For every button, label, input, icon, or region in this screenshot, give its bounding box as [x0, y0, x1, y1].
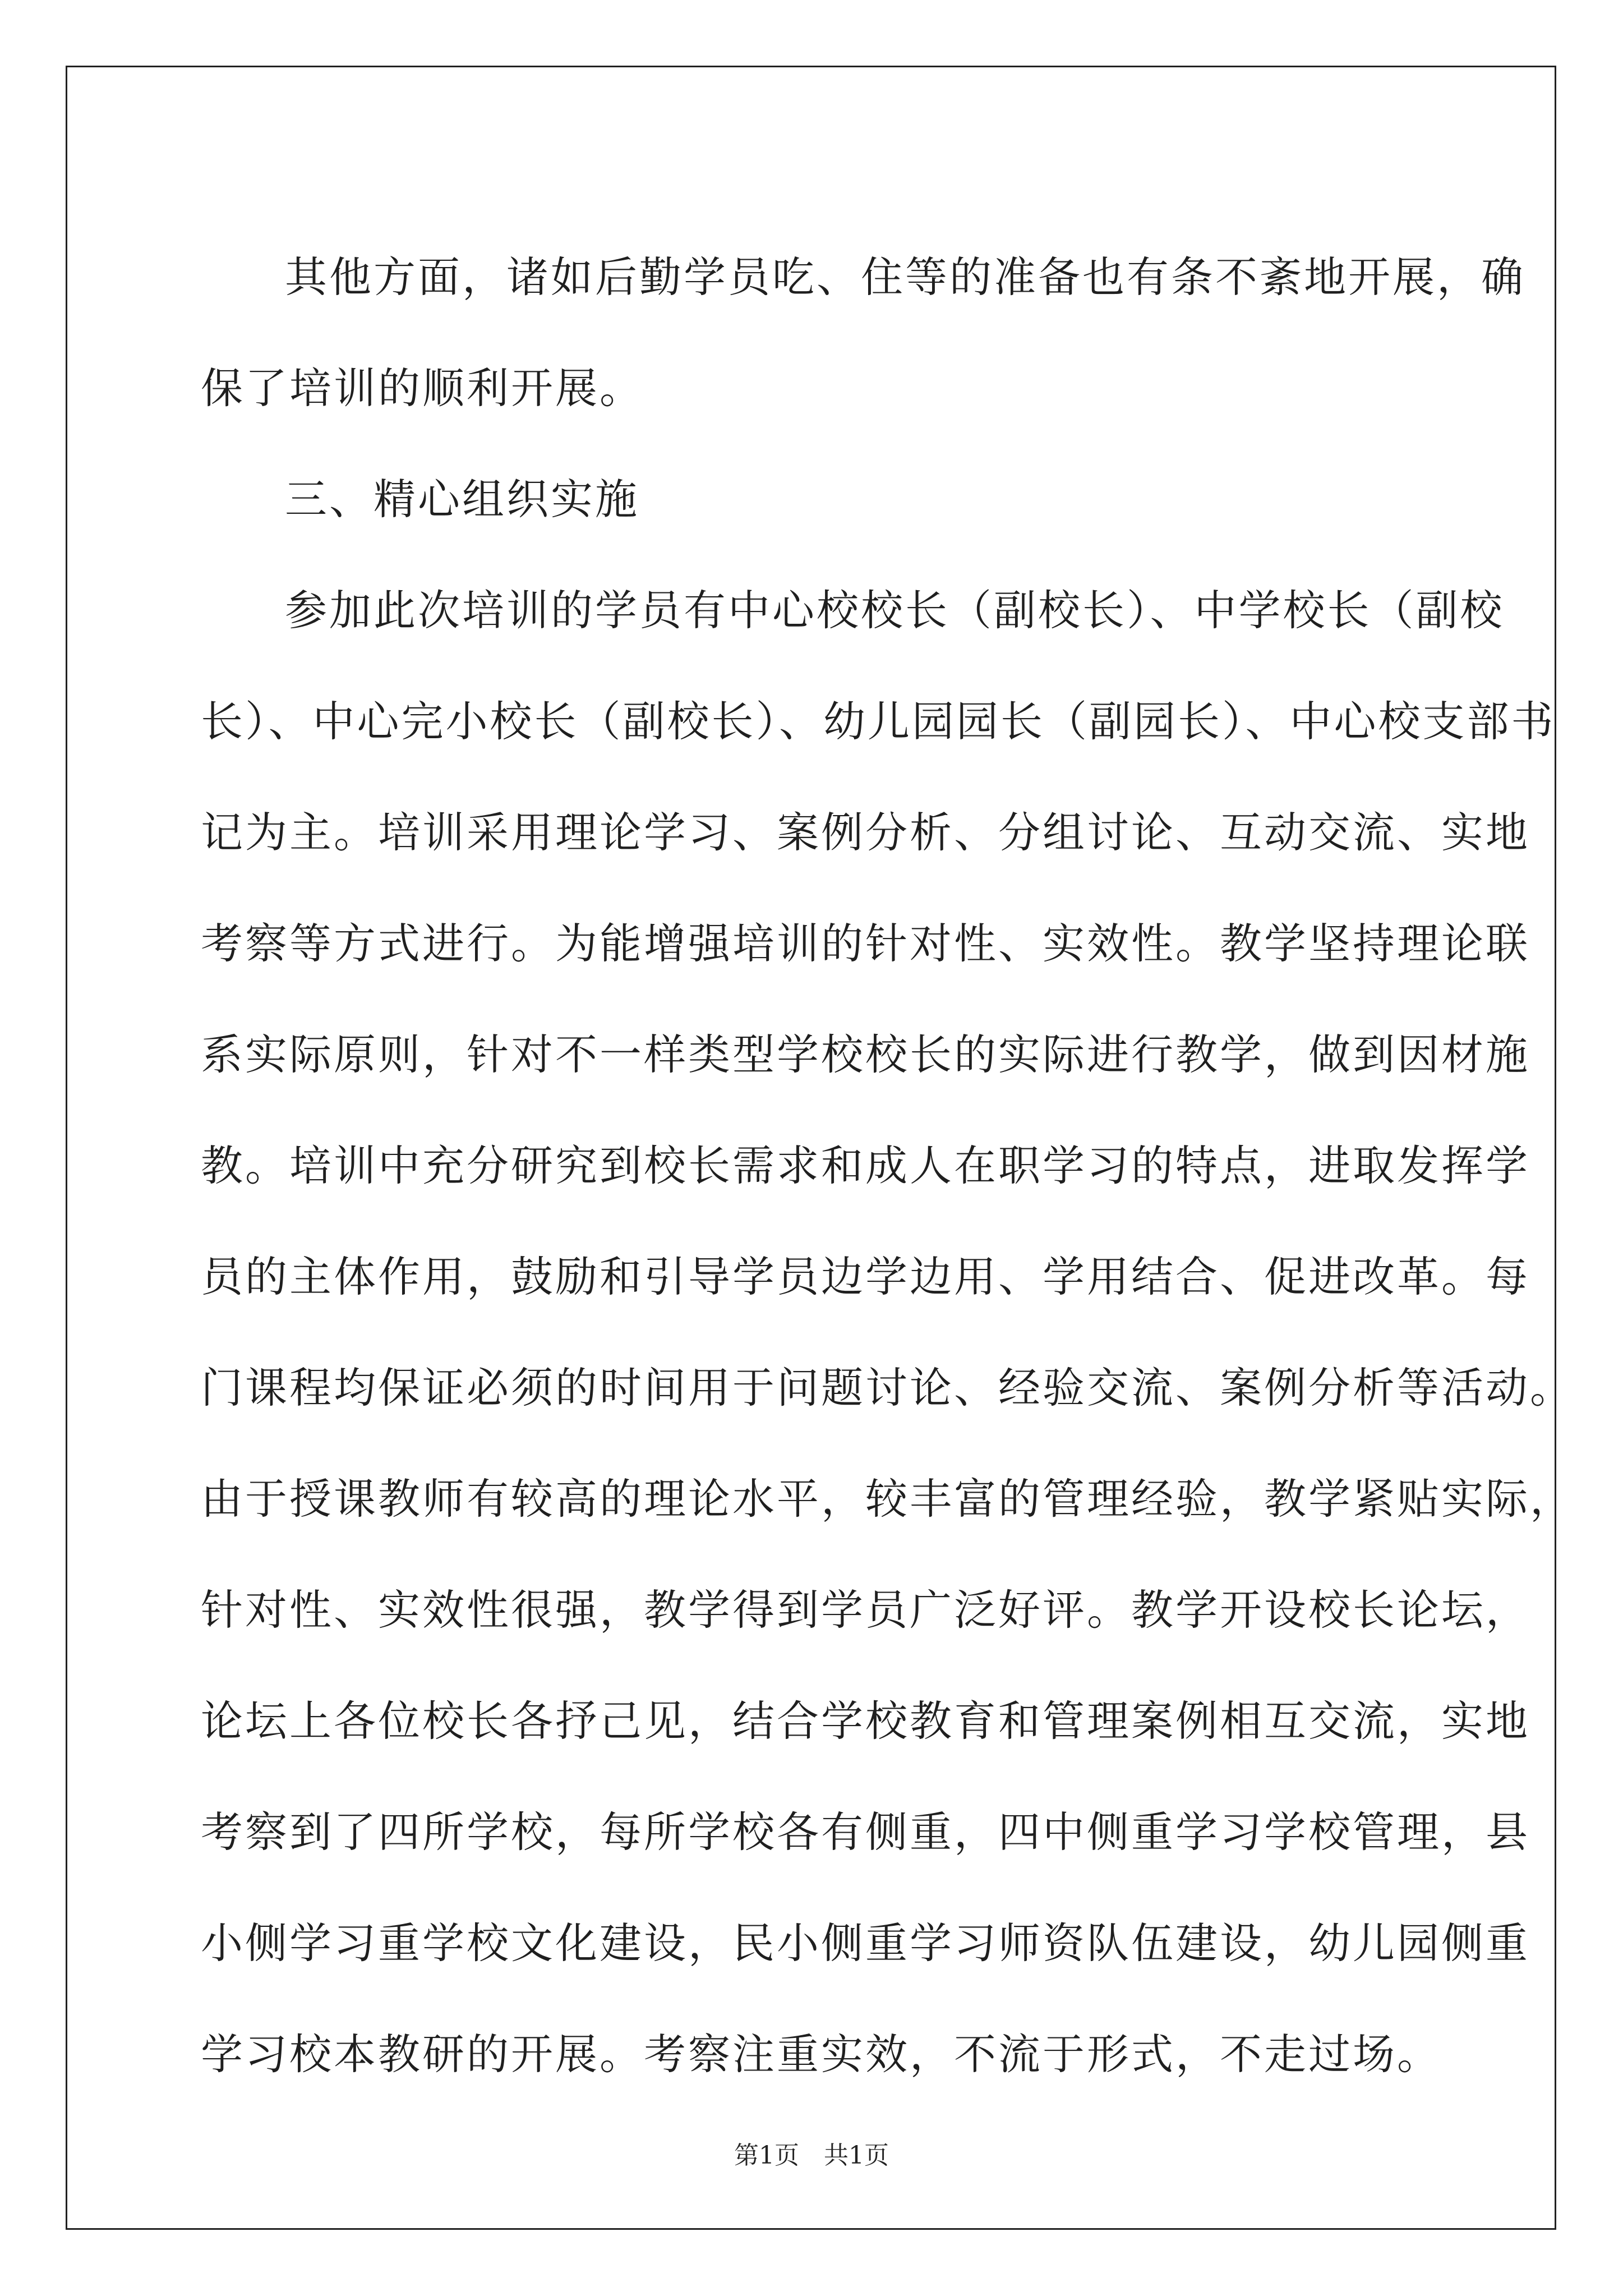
text-line: 学习校本教研的开展。考察注重实效，不流于形式，不走过场。: [201, 2030, 1442, 2079]
text-line: 教。培训中充分研究到校长需求和成人在职学习的特点，进取发挥学: [201, 1141, 1530, 1190]
text-line: 三、精心组织实施: [285, 475, 640, 524]
text-line: 考察到了四所学校，每所学校各有侧重，四中侧重学习学校管理，县: [201, 1807, 1530, 1857]
paragraph-implementation: [201, 555, 1575, 2110]
text-line: 门课程均保证必须的时间用于问题讨论、经验交流、案例分析等活动。: [201, 1363, 1575, 1412]
text-line: 参加此次培训的学员有中心校校长（副校长）、中学校长（副校: [285, 586, 1505, 635]
text-line: 记为主。培训采用理论学习、案例分析、分组讨论、互动交流、实地: [201, 808, 1530, 857]
text-line: 长）、中心完小校长（副校长）、幼儿园园长（副园长）、中心校支部书: [201, 697, 1556, 746]
text-line: 员的主体作用，鼓励和引导学员边学边用、学用结合、促进改革。每: [201, 1252, 1530, 1301]
document-body: [201, 222, 1575, 2110]
text-line: 论坛上各位校长各抒己见，结合学校教育和管理案例相互交流，实地: [201, 1696, 1530, 1746]
text-line: 由于授课教师有较高的理论水平，较丰富的管理经验，教学紧贴实际，: [201, 1474, 1575, 1524]
text-line: 小侧学习重学校文化建设，民小侧重学习师资队伍建设，幼儿园侧重: [201, 1918, 1530, 1968]
paragraph-logistics: [201, 222, 1526, 444]
page-number: 第1页 共1页: [734, 2141, 889, 2170]
text-line: 针对性、实效性很强，教学得到学员广泛好评。教学开设校长论坛，: [201, 1585, 1530, 1635]
text-line: 保了培训的顺利开展。: [201, 364, 644, 413]
text-line: 系实际原则，针对不一样类型学校校长的实际进行教学，做到因材施: [201, 1030, 1530, 1079]
section-heading: [201, 444, 1481, 555]
text-line: 考察等方式进行。为能增强培训的针对性、实效性。教学坚持理论联: [201, 919, 1530, 968]
text-line: 其他方面，诸如后勤学员吃、住等的准备也有条不紊地开展，确: [285, 252, 1526, 302]
